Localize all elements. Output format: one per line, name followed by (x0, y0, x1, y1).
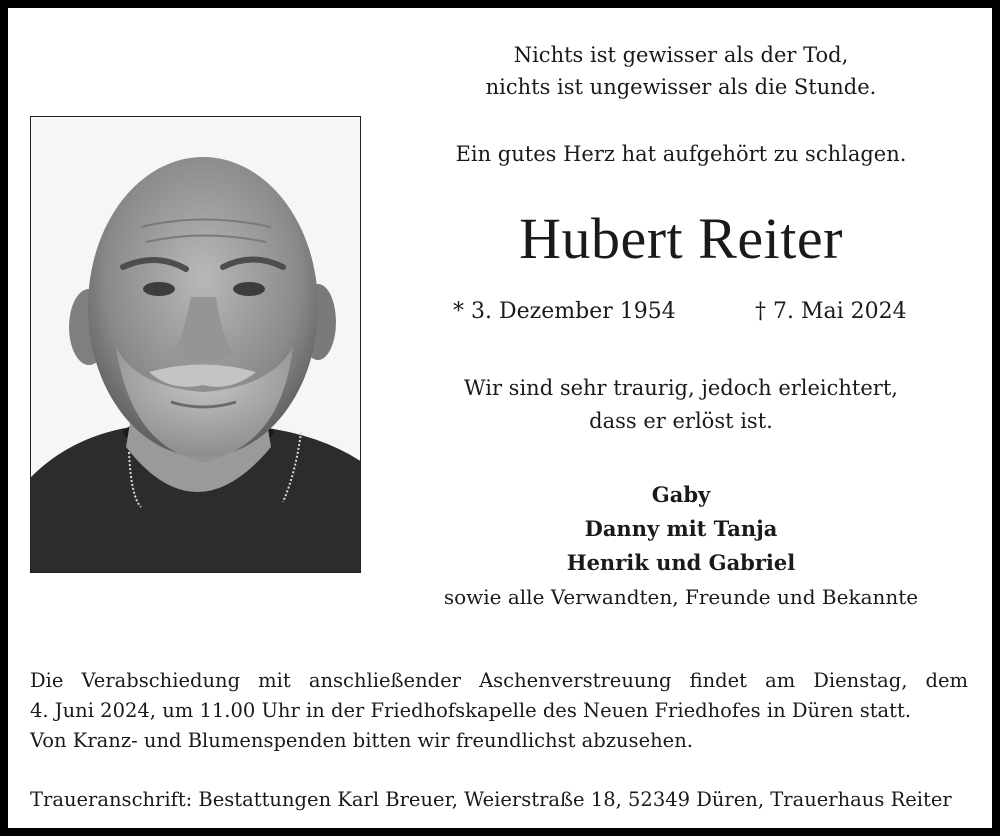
sentiment-text (368, 372, 994, 438)
family-names (368, 478, 994, 580)
ceremony-line-3: Von Kranz- und Blumenspenden bitten wir freundlichst abzusehen. (30, 729, 693, 752)
relatives-line: sowie alle Verwandten, Freunde und Bekannte (443, 585, 919, 609)
sentiment-line-2: dass er erlöst ist. (589, 409, 773, 433)
portrait-photo (30, 116, 361, 573)
ceremony-line-1: Die Verabschiedung mit anschließender Aschenverstreuung findet am Dienstag, dem (30, 669, 968, 692)
death-date: † 7. Mai 2024 (755, 299, 907, 324)
quote-line-1: Nichts ist gewisser als der Tod, (513, 43, 849, 67)
quote-line-2: nichts ist ungewisser als die Stunde. (485, 75, 877, 99)
opening-quote (368, 39, 994, 103)
birth-date: * 3. Dezember 1954 (453, 299, 676, 324)
family-member: Danny mit Tanja (584, 516, 778, 541)
portrait-illustration (31, 117, 361, 573)
heart-line: Ein gutes Herz hat aufgehört zu schlagen. (455, 142, 907, 166)
family-member: Gaby (651, 482, 711, 507)
deceased-name: Hubert Reiter (519, 206, 843, 271)
sentiment-line-1: Wir sind sehr traurig, jedoch erleichtert, (464, 376, 898, 400)
mourning-address: Traueranschrift: Bestattungen Karl Breuer, Weierstraße 18, 52349 Düren, Trauerhaus Reiter (30, 788, 952, 811)
family-member: Henrik und Gabriel (566, 550, 796, 575)
ceremony-notice (30, 666, 968, 756)
life-dates (368, 297, 994, 327)
ceremony-line-2: 4. Juni 2024, um 11.00 Uhr in der Friedhofskapelle des Neuen Friedhofes in Düren statt. (30, 699, 912, 722)
